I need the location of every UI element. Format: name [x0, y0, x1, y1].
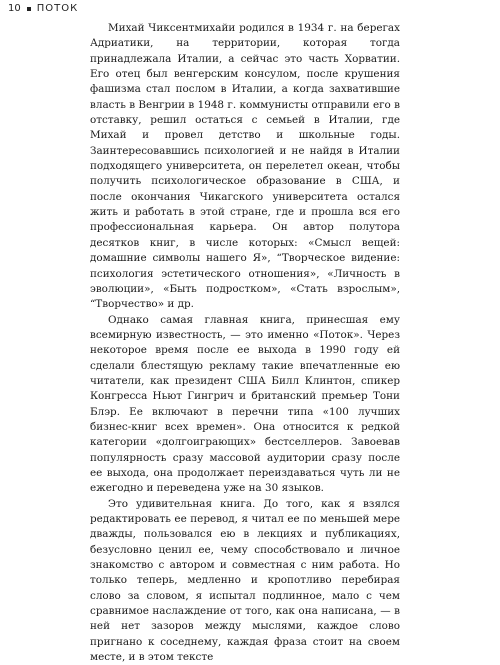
- paragraph-biography: Михай Чиксентмихайи родился в 1934 г. на берегах Адриатики, на территории, которая тогда принадлежала Италии, а сейчас это часть Хорватии. Его отец был венгерским консулом, после крушения фашизма стал послом в Италии, а когда захватившие власть в Венгрии в 1948 г. коммунисты отправили его в отставку, решил остаться с семьей в Италии, где Михай и провел детство и школьные годы. Заинтересовавшись психологией и не найдя в Италии подходящего университета, он перелетел океан, чтобы получить психологическое образование в США, и после окончания Чикагского университета остался жить и работать в этой стране, где и прошла вся его профессиональная карьера. Он автор полутора десятков книг, в числе которых: «Смысл вещей: домашние символы нашего Я», “Творческое видение: психология эстетического отношения», «Личность в эволюции», «Быть подростком», «Стать взрослым», “Творчество» и др.: [90, 22, 400, 311]
- square-bullet-icon: [27, 7, 31, 11]
- page-number: 10: [8, 3, 21, 14]
- paragraph-editor-impression: Это удивительная книга. До того, как я взялся редактировать ее перевод, я читал ее по меньшей мере дважды, пользовался ею в лекциях и публикациях, безусловно ценил ее, чему способствовало и личное знакомство с автором и совместная с ним работа. Но только теперь, медленно и кропотливо перебирая слово за словом, я испытал подлинное, мало с чем сравнимое наслаждение от того, как она написана, — в ней нет зазоров между мыслями, каждое слово пригнано к соседнему, каждая фраза стоит на своем месте, и в этом тексте: [90, 497, 400, 664]
- section-title: ПОТОК: [36, 3, 79, 14]
- paragraph-book-fame: Однако самая главная книга, принесшая ему всемирную известность, — это именно «Поток». Через некоторое время после ее выхода в 1990 году ей сделали блестящую рекламу такие впечатленные ею читатели, как президент США Билл Клинтон, спикер Конгресса Ньют Гингрич и британский премьер Тони Блэр. Ее включают в перечни типа «100 лучших бизнес-книг всех времен». Она относится к редкой категории «долгоиграющих» бестселлеров. Завоевав популярность сразу массовой аудитории сразу после ее выхода, она продолжает переиздаваться чуть ли не ежегодно и переведена уже на 30 языков.: [90, 313, 400, 495]
- running-head: [8, 3, 78, 15]
- body-text: [90, 21, 400, 665]
